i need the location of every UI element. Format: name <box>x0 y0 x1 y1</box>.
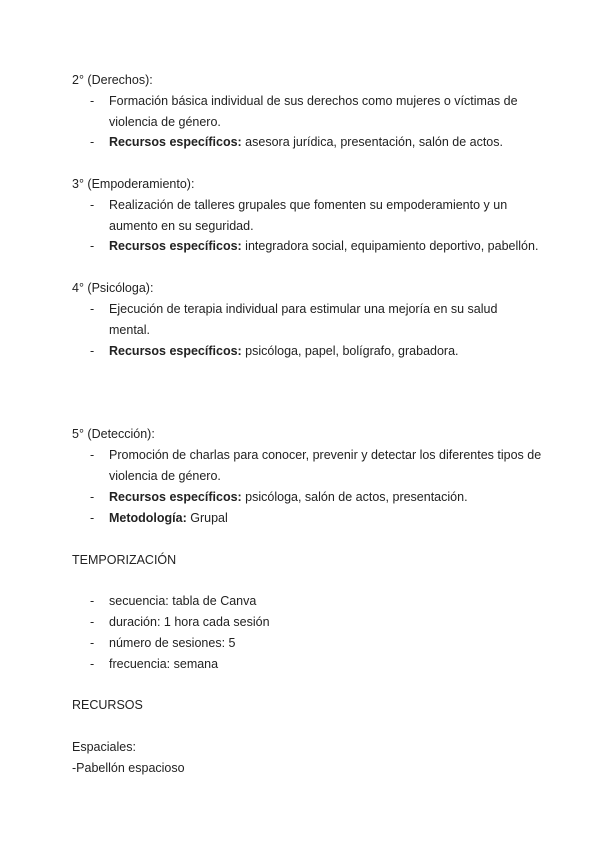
bullet-dash: - <box>90 636 95 650</box>
list-item-line2: aumento en su seguridad. <box>109 219 254 233</box>
list-item-line2: violencia de género. <box>109 469 221 483</box>
list-item-line1: Realización de talleres grupales que fomenten su empoderamiento y un <box>109 198 508 212</box>
list-item-line1: Ejecución de terapia individual para estimular una mejoría en su salud <box>109 302 498 316</box>
list-item-line1: Promoción de charlas para conocer, prevenir y detectar los diferentes tipos de <box>109 448 542 462</box>
resources-label: Recursos específicos: <box>109 135 242 149</box>
recursos-heading: RECURSOS <box>72 698 143 712</box>
section-heading-deteccion: 5° (Detección): <box>72 427 155 441</box>
resources-text: psicóloga, papel, bolígrafo, grabadora. <box>241 344 459 358</box>
temporizacion-item: número de sesiones: 5 <box>109 636 236 650</box>
bullet-dash: - <box>90 448 95 462</box>
resources-text: integradora social, equipamiento deportivo, pabellón. <box>241 239 539 253</box>
resources-item <box>109 134 503 150</box>
temporizacion-item: frecuencia: semana <box>109 657 219 671</box>
methodology-item <box>109 510 228 526</box>
temporizacion-item: secuencia: tabla de Canva <box>109 594 257 608</box>
bullet-dash: - <box>90 490 95 504</box>
resources-item <box>109 238 538 254</box>
bullet-dash: - <box>90 615 95 629</box>
bullet-dash: - <box>90 594 95 608</box>
bullet-dash: - <box>90 344 95 358</box>
bullet-dash: - <box>90 198 95 212</box>
resources-item <box>109 343 459 359</box>
list-item-line1: Formación básica individual de sus derechos como mujeres o víctimas de <box>109 94 518 108</box>
temporizacion-heading: TEMPORIZACIÓN <box>72 553 177 567</box>
bullet-dash: - <box>90 135 95 149</box>
resources-label: Recursos específicos: <box>109 239 242 253</box>
methodology-label: Metodología: <box>109 511 187 525</box>
bullet-dash: - <box>90 302 95 316</box>
resources-item <box>109 489 468 505</box>
resources-text: asesora jurídica, presentación, salón de actos. <box>241 135 503 149</box>
resources-text: psicóloga, salón de actos, presentación. <box>241 490 468 504</box>
bullet-dash: - <box>90 511 95 525</box>
recursos-subheading: Espaciales: <box>72 740 136 754</box>
section-heading-psicologa: 4° (Psicóloga): <box>72 281 154 295</box>
section-heading-derechos: 2° (Derechos): <box>72 73 153 87</box>
temporizacion-item: duración: 1 hora cada sesión <box>109 615 270 629</box>
bullet-dash: - <box>90 239 95 253</box>
section-heading-empoderamiento: 3° (Empoderamiento): <box>72 177 195 191</box>
resources-label: Recursos específicos: <box>109 490 242 504</box>
resources-label: Recursos específicos: <box>109 344 242 358</box>
recursos-item: -Pabellón espacioso <box>72 761 185 775</box>
list-item-line2: mental. <box>109 323 150 337</box>
methodology-text: Grupal <box>186 511 228 525</box>
bullet-dash: - <box>90 94 95 108</box>
bullet-dash: - <box>90 657 95 671</box>
list-item-line2: violencia de género. <box>109 115 221 129</box>
